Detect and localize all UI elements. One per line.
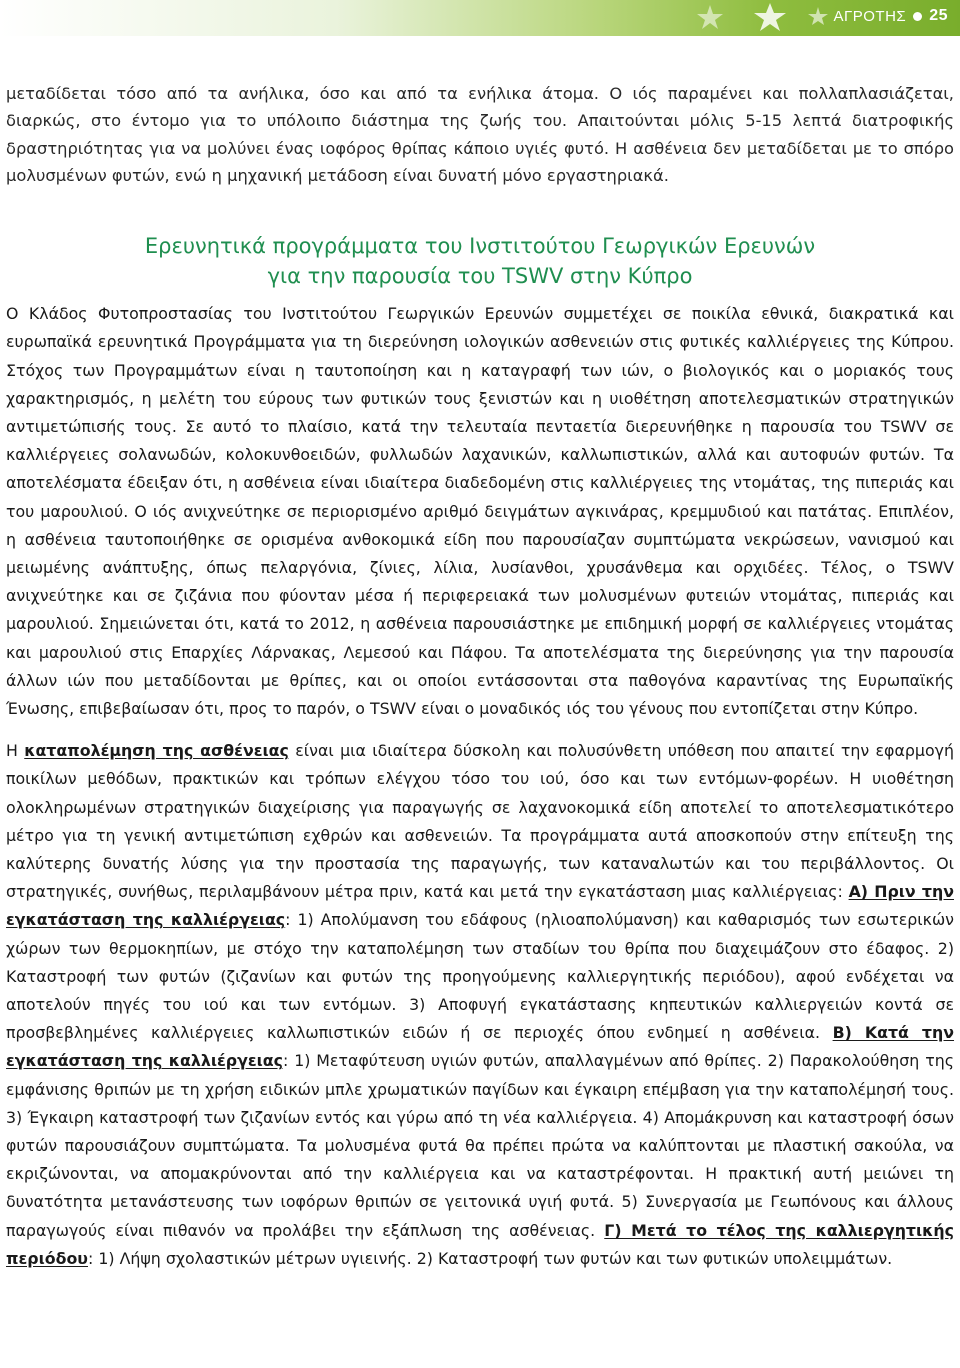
bullet-icon [913,12,922,21]
text-run: : 1) Λήψη σχολαστικών μέτρων υγιεινής. 2) Καταστροφή των φυτών και των φυτικών υπολειμμάτων. [87,1248,893,1268]
text-run: : 1) Μεταφύτευση υγιών φυτών, απαλλαγμένων από θρίπες. 2) Παρακολούθηση της εμφάνισης θριπών με τη χρήση ειδικών μπλε χρωματικών παγίδων και έγκαιρη επέμβαση για την καταπολέμησή τους. 3) Έγκαιρη καταστροφή των ζιζανίων εντός και γύρω από τη νέα καλλιέργεια. 4) Απομάκρυνση και καταστροφή όσων φυτών παρουσιάζουν συμπτώματα. Τα μολυσμένα φυτά θα πρέπει πρώτα να καλύπτονται με πλαστική σακούλα, να εκριζώνονται, να απομακρύνονται από την καλλιέργεια και να καταστρέφονται. Η πρακτική αυτή μειώνει τη δυνατότητα μετανάστευσης των ιοφόρων θριπών σε γειτονικά υγιή φυτά. 5) Συνεργασία με Γεωπόνους και άλλους παραγωγούς είναι πιθανόν να προλάβει την εξάπλωση της ασθένειας. [6,1051,954,1240]
text-run: : 1) Απολύμανση του εδάφους (ηλιοαπολύμανση) και καθαρισμός των εσωτερικών χώρων των θερμοκηπίων, με στόχο την καταπολέμηση των σταδίων του θρίπα που διαχειμάζουν στο έδαφος. 2) Καταστροφή των φυτών (ζιζανίων και φυτών της προηγούμενης καλλιεργητικής περιόδου), αφού ενδέχεται να αποτελούν πηγές του ιού και των εντόμων. 3) Αποφυγή εγκατάστασης κηπευτικών καλλιεργειών κοντά σε προσβεβλημένες καλλιέργειες καλλωπιστικών ειδών ή σε περιοχές όπου ενδημεί η ασθένεια. [6,910,954,1043]
text-run: Η [6,741,25,761]
page-number: 25 [929,7,948,24]
emphasis-before-planting: Α) Πριν την εγκατάσταση της καλλιέργειας [6,882,954,930]
running-header [833,7,948,25]
section-title: ΑΓΡΟΤΗΣ [833,7,907,25]
header-band [0,0,960,36]
control-paragraph [6,737,954,1273]
emphasis-after-season: Γ) Μετά το τέλος της καλλιεργητικής περιόδου [6,1220,955,1268]
emphasis-during-planting: Β) Κατά την εγκατάσταση της καλλιέργειας [6,1023,955,1071]
research-paragraph: Ο Κλάδος Φυτοπροστασίας του Ινστιτούτου Γεωργικών Ερευνών συμμετέχει σε ποικίλα εθνικά, διακρατικά και ευρωπαϊκά ερευνητικά Προγράμματα για τη διερεύνηση ιολογικών ασθενειών στις φυτικές καλλιέργειες της Κύπρου. Στόχος των Προγραμμάτων είναι η ταυτοποίηση και η καταγραφή των ιών, ο βιολογικός και ο μοριακός τους χαρακτηρισμός, η μελέτη του εύρους των φυτικών τους ξενιστών και η υιοθέτηση αποτελεσματικών στρατηγικών αντιμετώπισής τους. Σε αυτό το πλαίσιο, κατά την τελευταία πενταετία διερευνήθηκε η παρουσία του TSWV σε καλλιέργειες σολανωδών, κολοκυνθοειδών, φυλλωδών λαχανικών, καλλωπιστικών, αλλά και αυτοφυών φυτών. Τα αποτελέσματα έδειξαν ότι, η ασθένεια είναι ιδιαίτερα διαδεδομένη στις καλλιέργειες της ντομάτας, της πιπεριάς και του μαρουλιού. Ο ιός ανιχνεύτηκε σε περιορισμένο αριθμό δειγμάτων αγκινάρας, κρεμμυδιού και πατάτας. Επιπλέον, η ασθένεια ταυτοποιήθηκε σε ορισμένα ανθοκομικά είδη που παρουσίαζαν συμπτώματα νεκρώσεων, νανισμού και μειωμένης ανάπτυξης, όπως πελαργόνια, ζίνιες, λίλια, λυσίανθοι, χρυσάνθεμα και ορχιδέες. Τέλος, ο TSWV ανιχνεύτηκε και σε ζιζάνια που φύονταν μέσα ή περιφερειακά των μολυσμένων φυτειών ντομάτας, πιπεριάς και μαρουλιού. Σημειώνεται ότι, κατά το 2012, η ασθένεια παρουσιάστηκε με επιδημική μορφή σε καλλιέργειες ντομάτας και μαρουλιού στις Επαρχίες Λάρνακας, Λεμεσού και Πάφου. Τα αποτελέσματα της διερεύνησης για την παρουσία άλλων ιών που μεταδίδονται με θρίπες, και οι οποίοι εντάσσονται στα παθογόνα καραντίνας της Ευρωπαϊκής Ένωσης, επιβεβαίωσαν ότι, προς το παρόν, ο TSWV είναι ο μοναδικός ιός του γένους που εντοπίζεται στην Κύπρο. [6,304,954,719]
section-heading [6,231,954,291]
text-run: είναι μια ιδιαίτερα δύσκολη και πολυσύνθετη υπόθεση που απαιτεί την εφαρμογή ποικίλων μεθόδων, πρακτικών και τρόπων ελέγχου τόσο του ιού, όσο και των εντόμων-φορέων. Η υιοθέτηση ολοκληρωμένων στρατηγικών διαχείρισης για παραγωγής σε λαχανοκομικά είδη αποτελεί το αποτελεσματικότερο μέτρο για τη γενική αντιμετώπιση εχθρών και ασθενειών. Τα προγράμματα αυτά αποσκοπούν στην επίτευξη της καλύτερης δυνατής λύσης για την προστασία της παραγωγής, των καταναλωτών και του περιβάλλοντος. Οι στρατηγικές, συνήθως, περιλαμβάνουν μέτρα πριν, κατά και μετά την εγκατάσταση μιας καλλιέργειας: [6,741,954,902]
emphasis-disease-control: καταπολέμηση της ασθένειας [24,741,289,761]
heading-line-1: Ερευνητικά προγράμματα του Ινστιτούτου Γεωργικών Ερευνών [144,234,816,259]
star-icon [690,2,840,32]
intro-paragraph: μεταδίδεται τόσο από τα ανήλικα, όσο και από τα ενήλικα άτομα. Ο ιός παραμένει και πολλαπλασιάζεται, διαρκώς, στο έντομο για το υπόλοιπο διάστημα της ζωής του. Απαιτούνται μόλις 5-15 λεπτά διατροφικής δραστηριότητας για να μολύνει ένας ιοφόρος θρίπας κάποιο υγιές φυτό. Η ασθένεια δεν μεταδίδεται με το σπόρο μολυσμένων φυτών, ενώ η μηχανική μετάδοση είναι δυνατή μόνο εργαστηριακά. [6,84,954,185]
heading-line-2: για την παρουσία του TSWV στην Κύπρο [267,264,693,289]
article-body [6,80,954,1273]
